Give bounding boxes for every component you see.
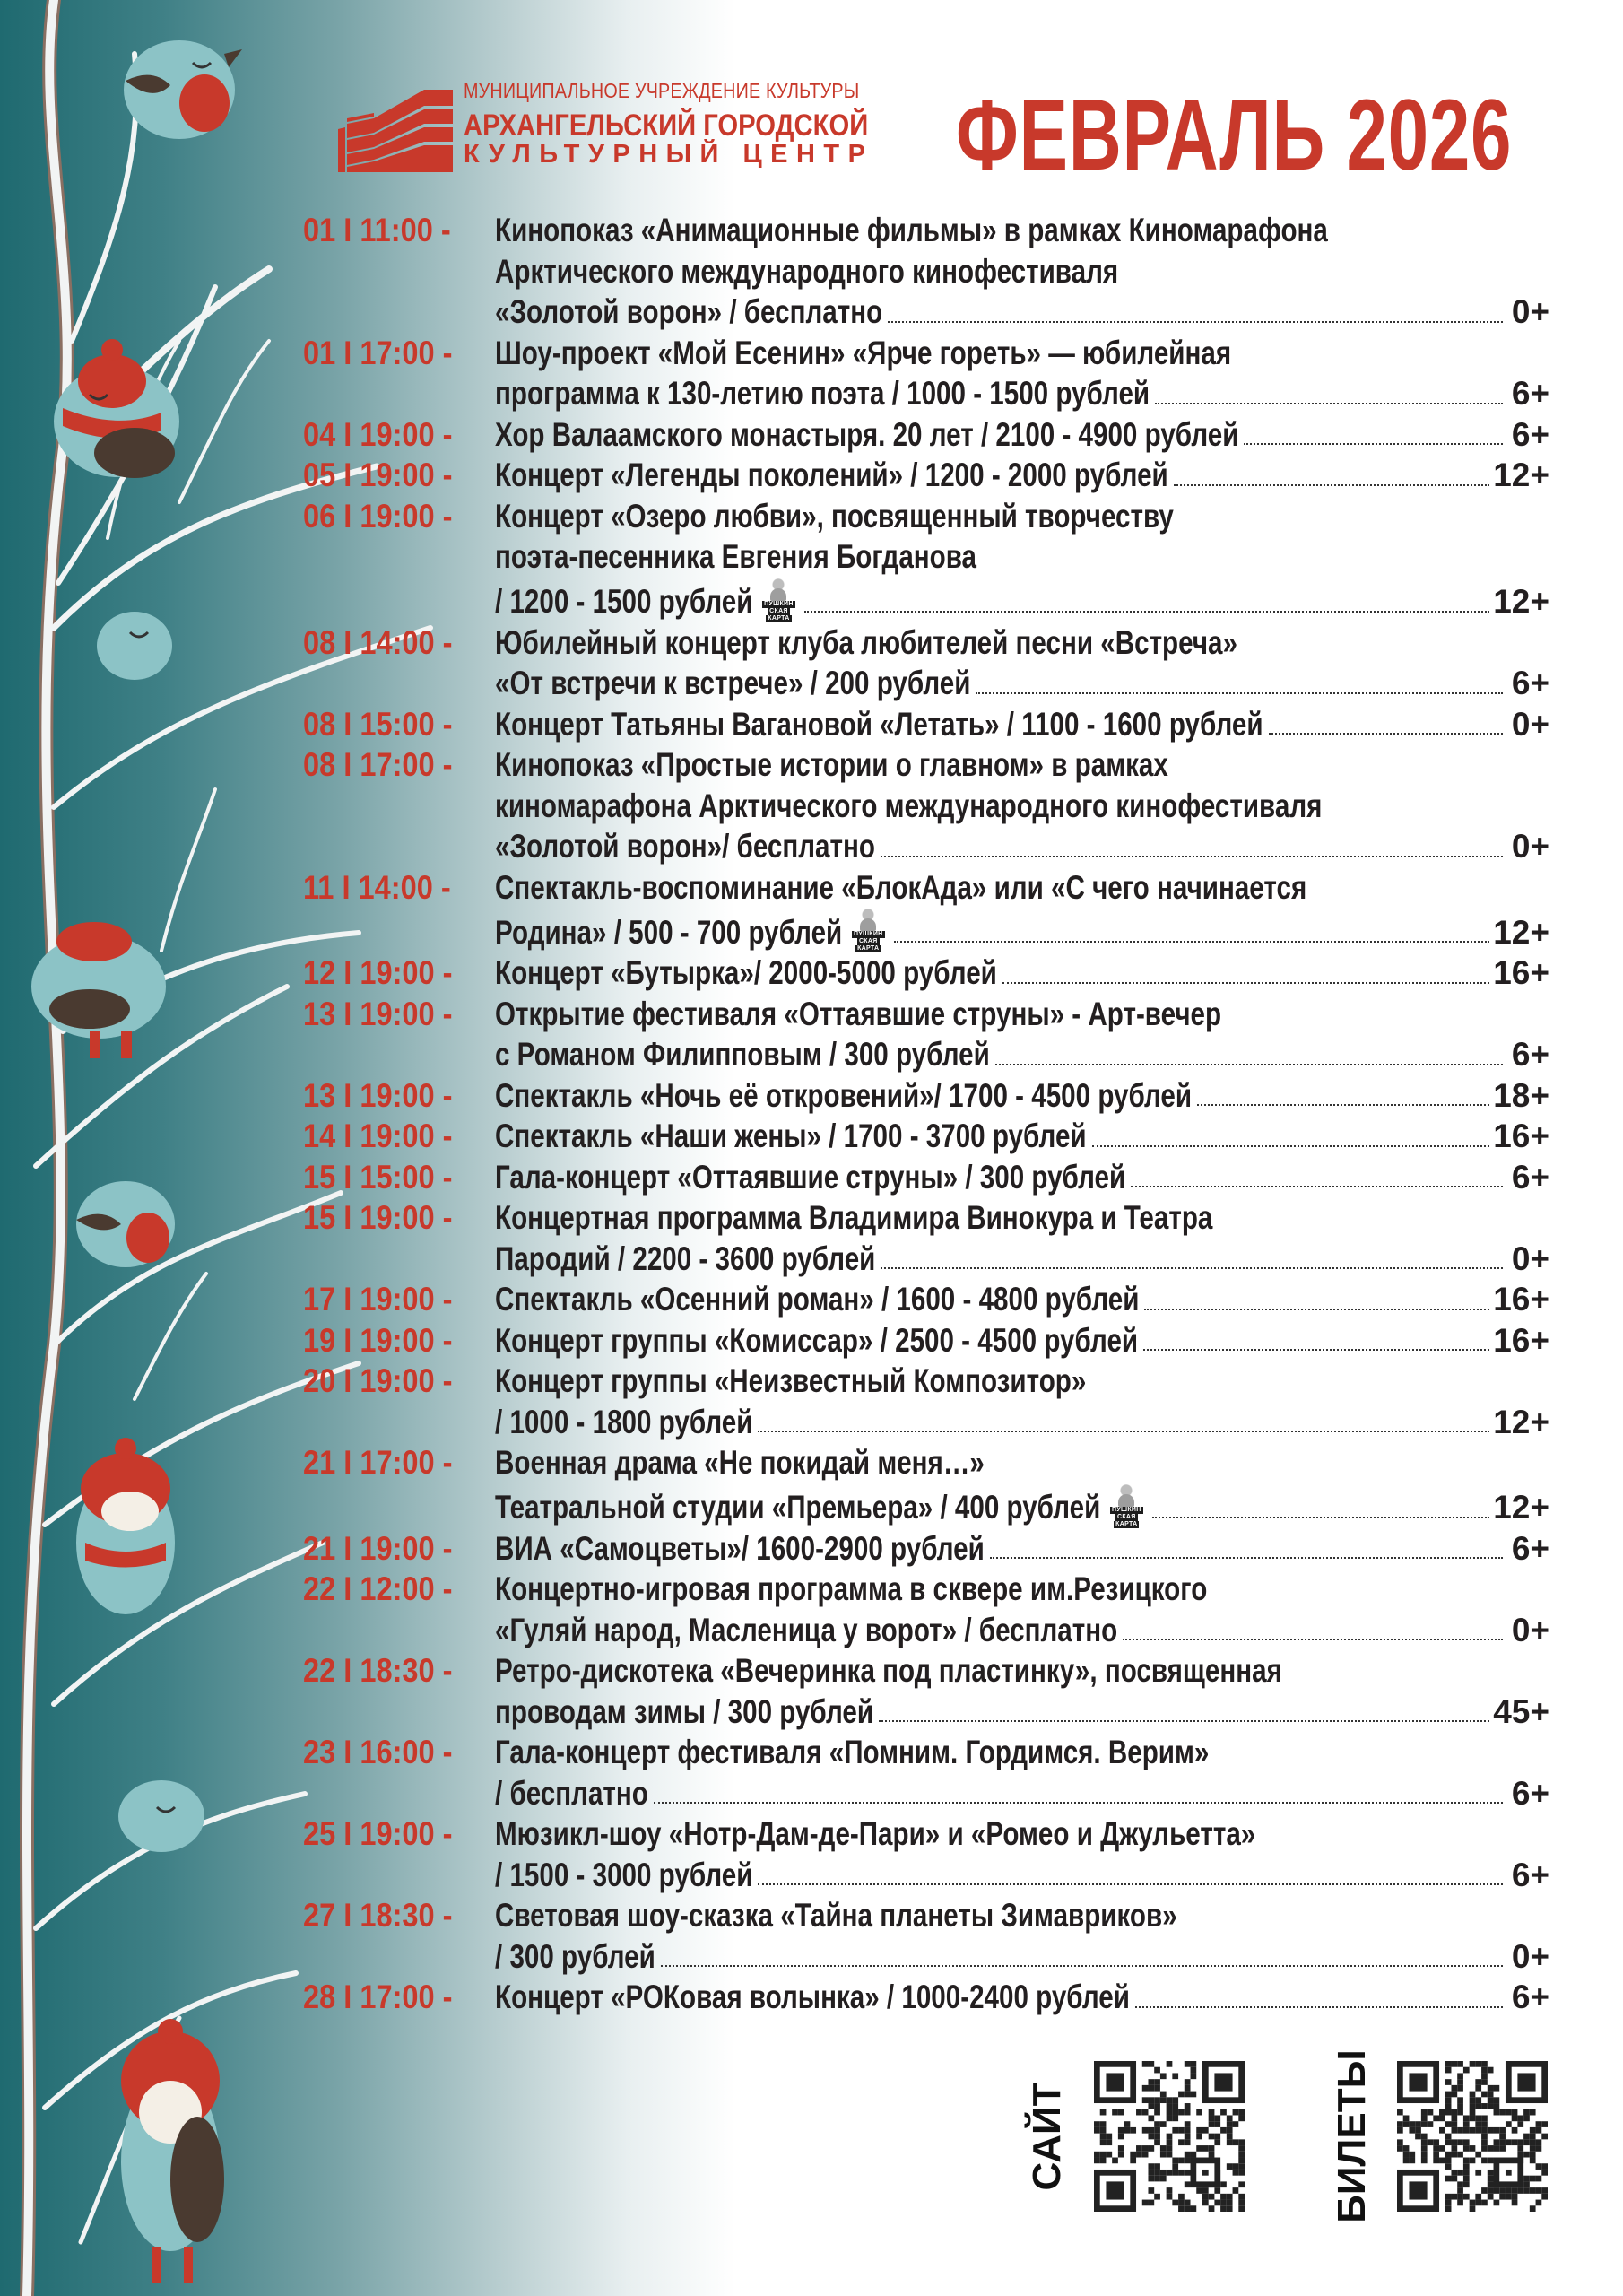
age-rating: 6+ (1511, 1529, 1549, 1567)
event-title-text: Шоу-проект «Мой Есенин» «Ярче гореть» — юбилейная (495, 334, 1232, 371)
event-row (303, 1895, 1549, 1977)
event-line (495, 1279, 1549, 1320)
event-line (495, 1361, 1549, 1402)
dot-leader (1152, 1517, 1489, 1518)
age-rating: 6+ (1511, 1979, 1549, 2015)
event-date-time (303, 210, 495, 251)
age-rating: 6+ (1511, 1158, 1549, 1196)
event-line (495, 1528, 1549, 1570)
event-line (495, 744, 1549, 786)
event-line (495, 786, 1549, 827)
event-line (495, 1442, 1549, 1483)
pushkin-card-label: КАРТА (768, 614, 790, 622)
event-title-text: Гала-концерт «Оттаявшие струны» / 300 рублей (495, 1158, 1126, 1196)
age-rating: 6+ (1511, 1036, 1549, 1073)
event-line (495, 1895, 1549, 1936)
event-line (495, 994, 1549, 1035)
dot-leader (804, 611, 1489, 613)
age-rating: 16+ (1493, 1281, 1549, 1318)
dot-leader (654, 1802, 1503, 1804)
site-label: САЙТ (1025, 2082, 1069, 2191)
event-title-text: Гала-концерт фестиваля «Помним. Гордимся. Верим» (495, 1734, 1210, 1770)
event-line (495, 1813, 1549, 1855)
event-date-time (303, 414, 495, 456)
event-title-text: Концерт «Озеро любви», посвященный творчеству (495, 497, 1174, 535)
event-row (303, 1075, 1549, 1117)
event-title-text: Концерт «РОКовая волынка» / 1000-2400 рублей (495, 1979, 1130, 2015)
event-date-text: 15 I 19:00 - (303, 1199, 453, 1236)
page-title: ФЕВРАЛЬ 2026 (956, 79, 1513, 191)
event-title-text: / бесплатно (495, 1774, 648, 1812)
event-row (303, 1157, 1549, 1198)
event-line (495, 1483, 1549, 1528)
event-date-text: 14 I 19:00 - (303, 1118, 453, 1154)
event-date-text: 01 I 17:00 - (303, 334, 453, 371)
pushkin-card-label: ПУШКИН (1112, 1506, 1141, 1513)
event-date-time (303, 1279, 495, 1320)
age-rating: 0+ (1511, 293, 1549, 330)
event-title-text: проводам зимы / 300 рублей (495, 1692, 874, 1730)
dot-leader (1143, 1349, 1489, 1351)
event-row (303, 414, 1549, 456)
event-date-text: 08 I 17:00 - (303, 746, 453, 783)
age-rating: 0+ (1511, 1937, 1549, 1975)
age-rating: 6+ (1511, 415, 1549, 453)
event-title-text: «Золотой ворон»/ бесплатно (495, 828, 875, 865)
event-line (495, 536, 1549, 578)
event-date-time (303, 496, 495, 537)
event-title-text: Концертная программа Владимира Винокура и Театра (495, 1199, 1213, 1236)
event-line (495, 1197, 1549, 1239)
dot-leader (976, 692, 1503, 694)
event-title-text: / 1500 - 3000 рублей (495, 1856, 753, 1893)
event-date-text: 20 I 19:00 - (303, 1362, 453, 1399)
event-date-time (303, 1569, 495, 1610)
event-row (303, 1116, 1549, 1157)
event-date-text: 13 I 19:00 - (303, 995, 453, 1032)
dot-leader (881, 856, 1503, 857)
event-date-time (303, 455, 495, 496)
event-date-text: 08 I 15:00 - (303, 705, 453, 743)
dot-leader (758, 1431, 1489, 1432)
event-title-text: Военная драма «Не покидай меня…» (495, 1444, 985, 1481)
dot-leader (881, 1267, 1503, 1269)
event-title-text: / 300 рублей (495, 1937, 655, 1975)
dot-leader (758, 1883, 1503, 1885)
org-title-line2: КУЛЬТУРНЫЙ ЦЕНТР (464, 140, 874, 169)
event-title-text: Спектакль «Ночь её откровений»/ 1700 - 4500 рублей (495, 1076, 1193, 1114)
event-line (495, 1320, 1549, 1361)
event-date-text: 06 I 19:00 - (303, 497, 453, 535)
event-title-text: Арктического международного кинофестиваля (495, 252, 1119, 290)
age-rating: 12+ (1493, 583, 1549, 620)
event-line (495, 826, 1549, 867)
age-rating: 12+ (1493, 1403, 1549, 1440)
event-row (303, 1569, 1549, 1650)
event-title-text: Спектакль-воспоминание «БлокАда» или «С чего начинается (495, 868, 1307, 906)
pushkin-card-icon (847, 908, 889, 952)
event-row (303, 496, 1549, 622)
event-date-time (303, 744, 495, 786)
event-title-text: «От встречи к встрече» / 200 рублей (495, 665, 971, 701)
age-rating: 6+ (1511, 375, 1549, 412)
event-line (495, 1157, 1549, 1198)
event-date-time (303, 994, 495, 1035)
event-title-text: Концертно-игровая программа в сквере им.Резицкого (495, 1570, 1208, 1607)
event-title-text: программа к 130-летию поэта / 1000 - 1500 рублей (495, 375, 1150, 412)
event-line (495, 333, 1549, 374)
event-line (495, 1692, 1549, 1733)
event-line (495, 867, 1549, 909)
event-date-time (303, 333, 495, 374)
age-rating: 6+ (1511, 665, 1549, 701)
event-date-time (303, 622, 495, 664)
pushkin-card-label: КАРТА (1115, 1520, 1138, 1527)
event-line (495, 496, 1549, 537)
event-date-text: 22 I 12:00 - (303, 1570, 453, 1607)
event-row (303, 1813, 1549, 1895)
event-row (303, 1279, 1549, 1320)
event-line (495, 1402, 1549, 1443)
event-line (495, 1034, 1549, 1075)
event-row (303, 704, 1549, 745)
event-title-text: Открытие фестиваля «Оттаявшие струны» - Арт-вечер (495, 995, 1222, 1032)
event-title-text: поэта-песенника Евгения Богданова (495, 538, 977, 575)
event-date-text: 22 I 18:30 - (303, 1652, 453, 1689)
dot-leader (990, 1557, 1503, 1559)
event-title-text: Хор Валаамского монастыря. 20 лет / 2100 - 4900 рублей (495, 415, 1239, 453)
event-line (495, 1855, 1549, 1896)
event-date-time (303, 1650, 495, 1692)
event-line (495, 1773, 1549, 1814)
age-rating: 0+ (1511, 1611, 1549, 1648)
event-date-text: 19 I 19:00 - (303, 1321, 453, 1359)
event-line (495, 414, 1549, 456)
event-title-text: Ретро-дискотека «Вечеринка под пластинку», посвященная (495, 1652, 1282, 1689)
event-line (495, 952, 1549, 994)
pushkin-card-label: СКАЯ (769, 607, 788, 614)
org-title-line1: АРХАНГЕЛЬСКИЙ ГОРОДСКОЙ (464, 109, 869, 143)
age-rating: 16+ (1493, 1118, 1549, 1154)
pushkin-card-label: СКАЯ (858, 938, 878, 944)
event-line (495, 704, 1549, 745)
event-line (495, 1610, 1549, 1651)
event-line (495, 622, 1549, 664)
event-date-time (303, 704, 495, 745)
event-title-text: Концерт Татьяны Вагановой «Летать» / 1100 - 1600 рублей (495, 705, 1263, 743)
age-rating: 6+ (1511, 1856, 1549, 1893)
age-rating: 6+ (1511, 1774, 1549, 1812)
tickets-qr-code[interactable] (1397, 2061, 1548, 2216)
event-row (303, 333, 1549, 414)
event-date-time (303, 1361, 495, 1402)
event-title-text: киномарафона Арктического международного кинофестиваля (495, 787, 1323, 824)
event-row (303, 1977, 1549, 2018)
event-title-text: Концерт группы «Неизвестный Композитор» (495, 1362, 1087, 1399)
event-date-time (303, 1895, 495, 1936)
pushkin-card-label: СКАЯ (1116, 1513, 1136, 1520)
org-type: МУНИЦИПАЛЬНОЕ УЧРЕЖДЕНИЕ КУЛЬТУРЫ (464, 79, 860, 102)
event-title-text: Спектакль «Осенний роман» / 1600 - 4800 рублей (495, 1281, 1140, 1318)
event-line (495, 1936, 1549, 1978)
event-date-time (303, 1528, 495, 1570)
event-title-text: ВИА «Самоцветы»/ 1600-2900 рублей (495, 1529, 985, 1567)
dot-leader (1144, 1309, 1489, 1310)
age-rating: 0+ (1511, 828, 1549, 865)
dot-leader (1123, 1639, 1503, 1640)
event-date-time (303, 1197, 495, 1239)
dot-leader (1244, 443, 1503, 445)
dot-leader (1197, 1104, 1489, 1106)
event-date-text: 15 I 15:00 - (303, 1158, 453, 1196)
event-date-time (303, 952, 495, 994)
event-date-time (303, 1116, 495, 1157)
event-date-time (303, 1320, 495, 1361)
event-row (303, 1528, 1549, 1570)
event-line (495, 210, 1549, 251)
event-date-time (303, 1442, 495, 1483)
pushkin-bust-icon (1116, 1483, 1136, 1507)
tickets-label: БИЛЕТЫ (1330, 2049, 1374, 2223)
event-title-text: Кинопоказ «Простые истории о главном» в рамках (495, 746, 1168, 783)
event-date-time (303, 1977, 495, 2018)
dot-leader (1155, 403, 1503, 404)
dot-leader (1131, 1186, 1503, 1187)
dot-leader (879, 1720, 1489, 1722)
event-title-text: Световая шоу-сказка «Тайна планеты Зимавриков» (495, 1897, 1177, 1934)
event-date-time (303, 1157, 495, 1198)
event-date-text: 12 I 19:00 - (303, 954, 453, 991)
dot-leader (995, 1064, 1503, 1065)
event-title-text: Театральной студии «Премьера» / 400 рублей (495, 1489, 1101, 1526)
event-row (303, 622, 1549, 704)
age-rating: 0+ (1511, 705, 1549, 743)
event-date-text: 17 I 19:00 - (303, 1281, 453, 1318)
event-title-text: Кинопоказ «Анимационные фильмы» в рамках Киномарафона (495, 212, 1328, 248)
event-row (303, 1650, 1549, 1732)
event-date-text: 13 I 19:00 - (303, 1076, 453, 1114)
event-line (495, 373, 1549, 414)
event-line (495, 663, 1549, 704)
pushkin-bust-icon (858, 908, 878, 931)
event-title-text: с Романом Филипповым / 300 рублей (495, 1036, 990, 1073)
event-date-time (303, 1075, 495, 1117)
dot-leader (888, 321, 1503, 323)
event-title-text: Мюзикл-шоу «Нотр-Дам-де-Пари» и «Ромео и Джульетта» (495, 1815, 1256, 1852)
culture-center-logo-icon (338, 83, 453, 172)
pushkin-card-label: ПУШКИН (764, 600, 794, 607)
event-line (495, 455, 1549, 496)
event-row (303, 1442, 1549, 1528)
site-qr-code[interactable] (1094, 2061, 1245, 2216)
age-rating: 16+ (1493, 1321, 1549, 1359)
event-line (495, 578, 1549, 622)
event-date-text: 04 I 19:00 - (303, 415, 453, 453)
event-title-text: Юбилейный концерт клуба любителей песни «Встреча» (495, 623, 1237, 661)
event-row (303, 1320, 1549, 1361)
event-row (303, 867, 1549, 953)
dot-leader (1002, 982, 1489, 984)
age-rating: 0+ (1511, 1239, 1549, 1277)
dot-leader (661, 1965, 1503, 1967)
event-title-text: Родина» / 500 - 700 рублей (495, 913, 843, 951)
event-date-text: 21 I 17:00 - (303, 1444, 453, 1481)
event-title-text: / 1200 - 1500 рублей (495, 583, 753, 620)
event-line (495, 1732, 1549, 1773)
event-line (495, 1116, 1549, 1157)
event-title-text: Концерт группы «Комиссар» / 2500 - 4500 рублей (495, 1321, 1139, 1359)
event-date-text: 05 I 19:00 - (303, 457, 453, 493)
event-date-time (303, 1813, 495, 1855)
event-line (495, 1977, 1549, 2018)
event-date-text: 01 I 11:00 - (303, 212, 451, 248)
event-date-text: 27 I 18:30 - (303, 1897, 453, 1934)
pushkin-card-icon (1106, 1483, 1147, 1528)
event-row (303, 744, 1549, 867)
event-date-time (303, 867, 495, 909)
pushkin-bust-icon (768, 578, 788, 601)
event-title-text: Пародий / 2200 - 3600 рублей (495, 1239, 876, 1277)
event-date-text: 28 I 17:00 - (303, 1979, 453, 2015)
event-date-text: 08 I 14:00 - (303, 623, 453, 661)
event-date-text: 25 I 19:00 - (303, 1815, 453, 1852)
dot-leader (1092, 1145, 1490, 1147)
pushkin-card-icon (758, 578, 799, 622)
dot-leader (1174, 484, 1489, 486)
event-row (303, 1361, 1549, 1442)
dot-leader (1269, 733, 1503, 735)
event-title-text: / 1000 - 1800 рублей (495, 1403, 753, 1440)
event-date-text: 23 I 16:00 - (303, 1734, 453, 1770)
event-title-text: «Гуляй народ, Масленица у ворот» / бесплатно (495, 1611, 1118, 1648)
event-row (303, 455, 1549, 496)
event-list (303, 210, 1549, 2018)
event-title-text: «Золотой ворон» / бесплатно (495, 293, 883, 330)
event-row (303, 1732, 1549, 1813)
age-rating: 16+ (1493, 954, 1549, 991)
age-rating: 12+ (1493, 457, 1549, 493)
pushkin-card-label: КАРТА (857, 945, 880, 952)
event-line (495, 908, 1549, 952)
event-line (495, 1569, 1549, 1610)
event-date-time (303, 1732, 495, 1773)
event-row (303, 210, 1549, 333)
dot-leader (1135, 2006, 1503, 2008)
age-rating: 45+ (1493, 1692, 1549, 1730)
event-line (495, 291, 1549, 333)
age-rating: 12+ (1493, 1489, 1549, 1526)
dot-leader (894, 941, 1489, 943)
event-title-text: Концерт «Бутырка»/ 2000-5000 рублей (495, 954, 997, 991)
organization-name (464, 79, 934, 170)
age-rating: 18+ (1493, 1076, 1549, 1114)
event-line (495, 1239, 1549, 1280)
event-line (495, 1650, 1549, 1692)
event-line (495, 251, 1549, 292)
event-date-text: 21 I 19:00 - (303, 1529, 453, 1567)
event-date-text: 11 I 14:00 - (303, 868, 451, 906)
pushkin-card-label: ПУШКИН (853, 931, 883, 937)
event-line (495, 1075, 1549, 1117)
event-title-text: Концерт «Легенды поколений» / 1200 - 2000 рублей (495, 457, 1168, 493)
event-title-text: Спектакль «Наши жены» / 1700 - 3700 рублей (495, 1118, 1087, 1154)
event-row (303, 952, 1549, 994)
age-rating: 12+ (1493, 913, 1549, 951)
event-row (303, 1197, 1549, 1279)
event-row (303, 994, 1549, 1075)
